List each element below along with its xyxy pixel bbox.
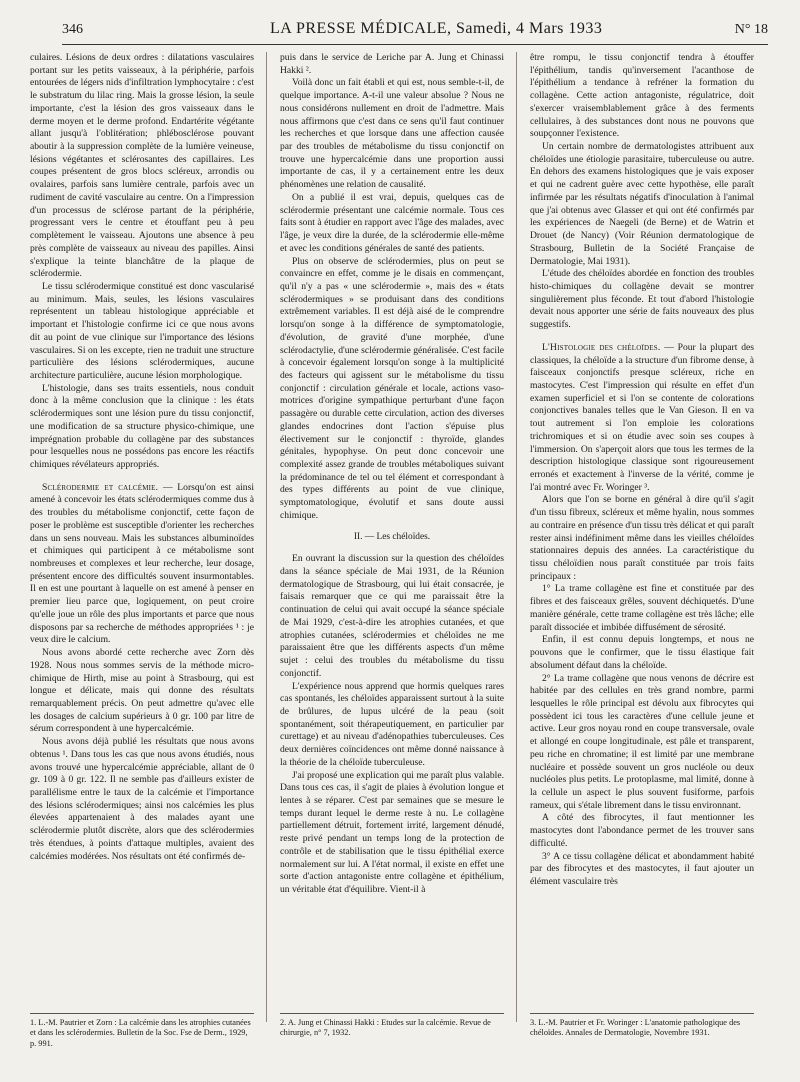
paragraph: L'étude des chéloïdes abordée en fonction des troubles histo-chimiques du collagène devait se montrer singulièrement plus féconde. Et tout d'abord l'histologie devait nous apporter une série de faits nouveaux des plus suggestifs. (530, 268, 754, 331)
section-title: II. — Les chéloïdes. (353, 531, 431, 542)
paragraph (530, 342, 754, 495)
paragraph: Alors que l'on se borne en général à dire qu'il s'agit d'un tissu fibreux, scléreux et même hyalin, nous sommes au contraire en présence d'un tissu très délicat et qui paraît rester ainsi indéfiniment même dans les vieilles chéloïdes stationnaires depuis des années. La caractéristique du tissu chéloïdien nous paraît constituée par trois faits principaux : (530, 494, 754, 582)
paragraph: A côté des fibrocytes, il faut mentionner les mastocytes dont l'abondance permet de les trouver sans difficulté. (530, 812, 754, 849)
paragraph: être rompu, le tissu conjonctif tendra à étouffer l'épithélium, tandis qu'inversement l'acanthose de l'épithélium a tendance à refréner la formation du collagène. Cette action antagoniste, régulatrice, doit s'exercer vraisemblablement grâce à des ferments cellulaires, à des substances dont nous ne pouvons que soupçonner l'existence. (530, 52, 754, 140)
paragraph: En ouvrant la discussion sur la question des chéloïdes dans la séance spéciale de Mai 1931, de la Réunion dermatologique de Strasbourg, qui lui était consacrée, je faisais remarquer que ce qui me paraissait être la continuation de celui qui avait occupé la séance spéciale de Mai 1929, c'est-à-dire les atrophies cutanées, et que atrophies cutanées, sclérodermies et chéloïdes ne me paraissaient être que les différents aspects d'un même sujet : celui des troubles du métabolisme du tissu conjonctif. (280, 553, 504, 679)
column-divider (516, 52, 517, 1022)
running-header (62, 20, 768, 42)
paragraph: Nous avons déjà publié les résultats que nous avons obtenus ¹. Dans tous les cas que nous avons étudiés, nous avons trouvé une hypercalcémie appréciable, allant de 0 gr. 109 à 0 gr. 122. Il ne semble pas d'ailleurs exister de parallélisme entre le taux de la calcémie et l'importance des lésions sclérodermiques; ainsi nos calcémies les plus élevées appartenaient à des malades ayant une sclérodermie plutôt discrète, alors que des sclérodermies très étendues, à points d'attaque multiples, avaient des calcémies modérées. Nos résultats ont été confirmés de- (30, 736, 254, 862)
footnote-rule (280, 1013, 504, 1014)
paragraph: On a publié il est vrai, depuis, quelques cas de sclérodermie présentant une calcémie normale. Tous ces faits sont à étudier en rapport avec l'âge des malades, avec l'âge, je veux dire la durée, de la sclérodermie elle-même et avec les conditions générales de santé des patients. (280, 191, 504, 254)
footnote-rule (30, 1013, 254, 1014)
paragraph: Enfin, il est connu depuis longtemps, et nous ne pouvons que le confirmer, que le tissu élastique fait absolument défaut dans la chéloïde. (530, 634, 754, 671)
section-heading: Sclérodermie et calcémie. (42, 481, 159, 493)
footnote: 3. L.-M. Pautrier et Fr. Woringer : L'anatomie pathologique des chéloïdes. Annales de Dermatologie, Novembre 1931. (530, 1018, 741, 1038)
paragraph: L'expérience nous apprend que hormis quelques rares cas spontanés, les chéloïdes apparaissent surtout à la suite de brûlures, de lupus ulcéré de la peau (soit spontanément, soit thérapeutiquement, en particulier par curettage) et au niveau d'adénopathies tuberculeuses. Ces deux dernières coïncidences ont même donné naissance à la théorie de la chéloïde tuberculeuse. (280, 680, 504, 768)
paragraph: culaires. Lésions de deux ordres : dilatations vasculaires portant sur les petits vaisseaux, à la périphérie, parfois entourées de légers nids d'infiltration lymphocytaire : c'est le substratum du lilac ring. Mais la grosse lésion, la seule importante, c'est la lésion des gros vaisseaux dans le derme moyen et le derme profond. Endartérite végétante allant jusqu'à l'oblitération; phlébosclérose pouvant aboutir à la suppression complète de la lumière veineuse, lésions végétantes et sclérosantes des capillaires. Les coupes présentent de gros blocs scléreux, arrondis ou ovalaires, parfois sans lumière centrale, parfois avec un rudiment de cavité vasculaire au centre. On a l'impression d'un processus de sclérose partant de la périphérie, progressant vers le centre et étouffant peu à peu complètement le vaisseau. Ajoutons une absence à peu près complète de vaisseaux au niveau des papilles. Ainsi s'explique la teinte blanchâtre de la plaque de sclérodermie. (30, 52, 254, 280)
footnote-rule (530, 1013, 754, 1014)
paragraph: 3° A ce tissu collagène délicat et abondamment habité par des fibrocytes et des mastocytes, il faut ajouter un élément vasculaire très (530, 850, 754, 887)
paragraph: L'histologie, dans ses traits essentiels, nous conduit donc à la même conclusion que la clinique : les états sclérodermiques sont une lésion pure du tissu conjonctif, une modification de sa structure physico-chimique, une imprégnation probable du collagène par des substances pour lesquelles nous ne possédons pas encore les réactifs chimiques révélateurs appropriés. (30, 382, 254, 470)
paragraph: Nous avons abordé cette recherche avec Zorn dès 1928. Nous nous sommes servis de la méthode micro-chimique de Hirth, mise au point à Strasbourg, qui est longue et délicate, mais qui donne des résultats remarquablement précis. On peut admettre qu'avec elle les dosages de calcium supérieurs à 0 gr. 100 par litre de sérum correspondent à une hypercalcémie. (30, 647, 254, 735)
column-divider (266, 52, 267, 1022)
paragraph: Voilà donc un fait établi et qui est, nous semble-t-il, de quelque importance. A-t-il une valeur absolue ? Nous ne nous considérons nullement en droit de l'admettre. Mais nous affirmons que c'est dans ce sens qu'il faut continuer les recherches et que lorsque dans une affection causée par des troubles de métabolisme du tissu conjonctif on trouve une hypercalcémie dans une proportion aussi importante de cas, il y a certainement entre les deux phénomènes une relation de causalité. (280, 77, 504, 191)
footnote: 2. A. Jung et Chinassi Hakki : Etudes sur la calcémie. Revue de chirurgie, n° 7, 1932. (280, 1018, 491, 1038)
paragraph-text: — Lorsqu'on est ainsi amené à concevoir les états sclérodermiques comme dus à des troubles du métabolisme conjonctif, cette façon de poser le problème est susceptible d'orienter les recherches dans un sens nouveau. Mais les substances albuminoïdes et chimiques qui participent à ce métabolisme sont nombreuses et complexes et leur recherche, leur dosage, présentent encore des difficultés souvent insurmontables. Il en est une pourtant à laquelle on est amené à penser en premier lieu parce que, logiquement, on peut croire qu'elle joue un rôle des plus importants et parce que nous disposons par sa recherche de méthodes appropriées ¹ : je veux dire le calcium. (30, 481, 254, 646)
text-column-3 (530, 52, 754, 889)
page-number: 346 (62, 22, 83, 37)
paragraph: 2° La trame collagène que nous venons de décrire est habitée par des cellules en très grand nombre, parmi lesquelles le rôle principal est dévolu aux fibrocytes qui possèdent ici tous les caractères d'une cellule jeune et active. Leur gros noyau rond en coupe transversale, ovale et allongé en coupe longitudinale, est pâle et transparent, peu riche en chromatine; il est limité par une membrane nucléaire et possède souvent un gros nucléole ou deux nucléoles plus petits. Le protoplasme, mal limité, donne à la cellule un aspect le plus souvent fusiforme, parfois rameux, qui s'étale librement dans le tissu environnant. (530, 672, 754, 811)
paragraph-text: — Pour la plupart des classiques, la chéloïde a la structure d'un fibrome dense, à faisceaux conjonctifs presque scléreux, riche en mastocytes. C'est l'impression qui résulte en effet d'un examen superficiel et si l'on se contente de colorations conjonctives banales telles que le Van Gieson. Il en va tout autrement si l'on emploie les colorations trichromiques et si on étudie avec soin ses coupes à l'immersion. On s'aperçoit alors que tous les termes de la description histologique classique sont rigoureusement erronés et exactement à l'inverse de la vérité, comme je l'ai montré avec Fr. Woringer ³. (530, 341, 754, 493)
paragraph: J'ai proposé une explication qui me paraît plus valable. Dans tous ces cas, il s'agit de plaies à évolution longue et lentes à se réparer. C'est par semaines que se mesure le temps durant lequel le derme reste à nu. Le collagène partiellement détruit, fortement irrité, largement dénudé, reste privé pendant un temps long de la protection de contrôle et de stabilisation que le tissu épithélial exerce normalement sur lui. A l'état normal, il existe en effet une sorte d'action antagoniste entre collagène et épithélium, un véritable état d'équilibre. Vient-il à (280, 769, 504, 895)
text-column-1 (30, 52, 254, 863)
issue-number: N° 18 (734, 22, 768, 37)
paragraph: Plus on observe de sclérodermies, plus on peut se convaincre en effet, comme je le disais en commençant, qu'il n'y a pas « une sclérodermie », mais des « états sclérodermiques » se produisant dans des conditions extrêmement variables. Il est déjà aisé de le comprendre lorsqu'on songe à la différence de symptomatologie, d'évolution, de gravité d'une morphée, d'une sclérodactylie, d'une sclérodermie généralisée. C'est facile à concevoir également lorsqu'on songe à la multiplicité des facteurs qui agissent sur le métabolisme du tissu conjonctif : circulation générale et locale, actions vaso-motrices d'origine sympathique perturbant d'une façon passagère ou durable cette circulation, action des diverses glandes endocrines dont l'action s'épuise plus électivement sur le conjonctif : thyroïde, glandes génitales, hypophyse. On peut donc concevoir une complexité assez grande de troubles métaboliques suivant la prédominance de tel ou tel élément et correspondant à des types différents au point de vue clinique, symptomatologique, évolutif et sans doute aussi chimique. (280, 255, 504, 521)
text-column-2 (280, 52, 504, 897)
paragraph: Le tissu sclérodermique constitué est donc vascularisé au minimum. Mais, seules, les lésions vasculaires représentent un tableau histologique appréciable et important et l'histologie confirme ici ce que nous avons dit au point de vue clinique sur l'importance des lésions vasculaires. Si on les excepte, rien ne traduit une structure particulière des lésions sclérodermiques, aucune architecture particulière, aucune lésion morphologique. (30, 280, 254, 381)
journal-title: LA PRESSE MÉDICALE, Samedi, 4 Mars 1933 (270, 20, 603, 37)
section-heading: L'Histologie des chéloïdes. (542, 341, 661, 353)
paragraph: Un certain nombre de dermatologistes attribuent aux chéloïdes une étiologie parasitaire, tuberculeuse ou autre. En dehors des examens histologiques que je vais exposer et qui ne cadrent guère avec cette hypothèse, elle paraît infirmée par les résultats négatifs d'inoculation à l'animal que j'ai obtenus avec Glasser et qui ont été confirmés par les expériences de Naegeli (de Berne) et de Watrin et Drouet (de Nancy) (Voir Réunion dermatologique de Strasbourg, Bulletin de la Société Française de Dermatologie, Mai 1931). (530, 141, 754, 267)
paragraph (30, 482, 254, 647)
header-rule (62, 44, 768, 45)
paragraph: puis dans le service de Leriche par A. Jung et Chinassi Hakki ². (280, 52, 504, 76)
footnote: 1. L.-M. Pautrier et Zorn : La calcémie dans les atrophies cutanées et dans les sclérodermies. Bulletin de la Soc. Fse de Derm., 1929, p. 991. (30, 1018, 251, 1048)
paragraph: 1° La trame collagène est fine et constituée par des fibres et des faisceaux grêles, souvent déchiquetés. D'une manière générale, cette trame collagène est très lâche; elle paraît dissociée et imbibée diffusément de sérosité. (530, 583, 754, 633)
